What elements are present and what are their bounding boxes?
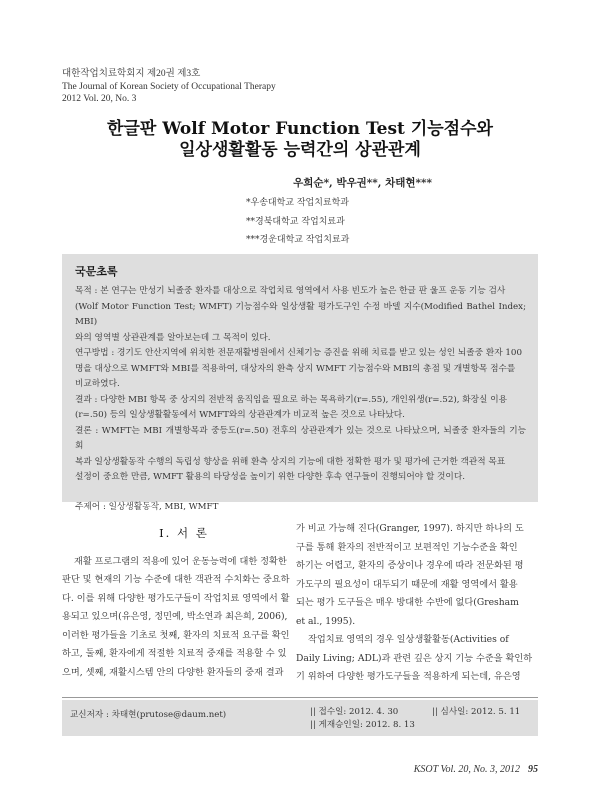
body-line: 용되고 있으며(유은영, 정민예, 박소연과 최은희, 2006), [62, 611, 288, 622]
body-line: et al., 1995). [296, 615, 356, 627]
affiliation-1: *우송대학교 작업치료학과 [246, 198, 349, 208]
abstract-box [62, 254, 538, 512]
affiliation-3: ***경운대학교 작업치료과 [246, 235, 350, 245]
abstract-line: (r=.50) 등의 일상생활활동에서 WMFT와의 상관관계가 비교적 높은 것으로 나타났다. [75, 410, 405, 420]
reviewed-date: || 심사일: 2012. 5. 11 [432, 707, 521, 717]
abstract-line: 설정이 중요한 만큼, WMFT 활용의 타당성을 높이기 위한 다양한 후속 연구들이 진행되어야 할 것이다. [75, 472, 465, 482]
abstract-line: 와의 영역별 상관관계를 알아보는데 그 목적이 있다. [75, 332, 271, 343]
footer-divider [62, 697, 538, 698]
body-line: 작업치료 영역의 경우 일상생활활동(Activities of [308, 634, 509, 645]
abstract-purpose [75, 284, 526, 346]
body-column-left [62, 520, 306, 682]
body-line: 구를 통해 환자의 전반적이고 보편적인 기능수준을 확인 [296, 541, 518, 553]
abstract-line: (Wolf Motor Function Test; WMFT) 기능점수와 일상생활 평가도구인 수정 바델 지수(Modified Bathel Index; MBI) [75, 301, 526, 327]
journal-name-english: The Journal of Korean Society of Occupational Therapy [62, 81, 276, 92]
submission-dates [310, 706, 520, 732]
journal-name-korean: 대한작업치료학회지 제20권 제3호 [62, 69, 201, 79]
abstract-keywords: 주제어 : 일상생활동작, MBI, WMFT [75, 501, 219, 512]
ot-paragraph [296, 631, 540, 687]
body-line: 다. 이를 위해 다양한 평가도구들이 작업치료 영역에서 활 [62, 592, 290, 604]
intro-paragraph [62, 553, 306, 683]
abstract-line: 비교하였다. [75, 379, 120, 389]
abstract-results [75, 393, 526, 424]
page-footer [414, 764, 538, 775]
author-list: 우희순*, 박우권**, 차태현*** [293, 177, 432, 189]
body-line: 판단 및 현재의 기능 수준에 대한 객관적 수치화는 중요하 [62, 574, 290, 585]
footnote-box [62, 700, 538, 736]
body-line: 가 비교 가능해 진다(Granger, 1997). 하지만 하나의 도 [296, 523, 524, 534]
body-line: 이러한 평가들을 기초로 첫째, 환자의 치료적 요구를 확인 [62, 629, 290, 641]
abstract-line: 목적 : 본 연구는 만성기 뇌졸중 환자를 대상으로 작업치료 영역에서 사용 빈도가 높은 한글 판 울프 운동 기능 검사 [75, 286, 506, 296]
abstract-line: 결과 : 다양한 MBI 항목 중 상지의 전반적 움직임을 필요로 하는 목욕하기(r=.55), 개인위생(r=.52), 화장실 이용 [75, 394, 507, 405]
body-line: 기 위하여 다양한 평가도구들을 적용하게 되는데, 유은영 [296, 671, 521, 682]
body-line: 재활 프로그램의 적용에 있어 운동능력에 대한 정확한 [74, 555, 287, 567]
body-line: Daily Living; ADL)과 관련 깊은 상지 기능 수준을 확인하 [296, 652, 533, 664]
page-number: 95 [528, 764, 538, 775]
abstract-method [75, 346, 526, 393]
body-column-right [296, 520, 540, 687]
continued-paragraph [296, 520, 540, 631]
abstract-conclusion [75, 424, 526, 486]
journal-volume: 2012 Vol. 20, No. 3 [62, 94, 137, 104]
affiliations [246, 194, 349, 250]
title-line-2: 일상생활활동 능력간의 상관관계 [179, 140, 421, 160]
abstract-line: 명을 대상으로 WMFT와 MBI를 적용하여, 대상자의 환측 상지 WMFT 기능점수와 MBI의 총점 및 개별항목 점수를 [75, 363, 516, 374]
body-line: 으며, 셋째, 재활시스템 안의 다양한 환자들의 중재 결과 [62, 666, 284, 678]
abstract-line: 결론 : WMFT는 MBI 개별항목과 중등도(r=.50) 전후의 상관관계가 있는 것으로 나타났으며, 뇌졸중 환자들의 기능 회 [75, 425, 526, 451]
paper-title [0, 119, 600, 161]
accepted-date: || 게재승인일: 2012. 8. 13 [310, 720, 415, 730]
affiliation-2: **경북대학교 작업치료과 [246, 216, 345, 227]
abstract-line: 복과 일상생활동작 수행의 독립성 향상을 위해 환측 상지의 기능에 대한 정확한 평가 및 평가에 근거한 객관적 목표 [75, 456, 506, 467]
title-line-1: 한글판 Wolf Motor Function Test 기능점수와 [107, 119, 493, 139]
body-line: 하고, 둘째, 환자에게 적절한 치료적 중재를 적용할 수 있 [62, 648, 287, 659]
body-line: 가도구의 필요성이 대두되기 때문에 재활 영역에서 활용 [296, 578, 518, 590]
footer-journal: KSOT Vol. 20, No. 3, 2012 [413, 764, 520, 775]
body-line: 하기는 어렵고, 환자의 증상이나 경우에 따라 전문화된 평 [296, 560, 524, 571]
body-line: 되는 평가 도구들은 매우 방대한 수반에 없다(Gresham [296, 597, 519, 608]
journal-header [62, 68, 276, 106]
received-date: || 접수일: 2012. 4. 30 [310, 707, 399, 717]
corresponding-author: 교신저자 : 차태현(prutose@daum.net) [70, 710, 227, 720]
abstract-line: 연구방법 : 경기도 안산지역에 위치한 전문재활병원에서 신체기능 증진을 위해 치료를 받고 있는 성인 뇌졸중 환자 100 [75, 348, 522, 358]
abstract-heading: 국문초록 [75, 265, 118, 278]
section-heading-introduction: Ⅰ. 서 론 [159, 526, 209, 540]
